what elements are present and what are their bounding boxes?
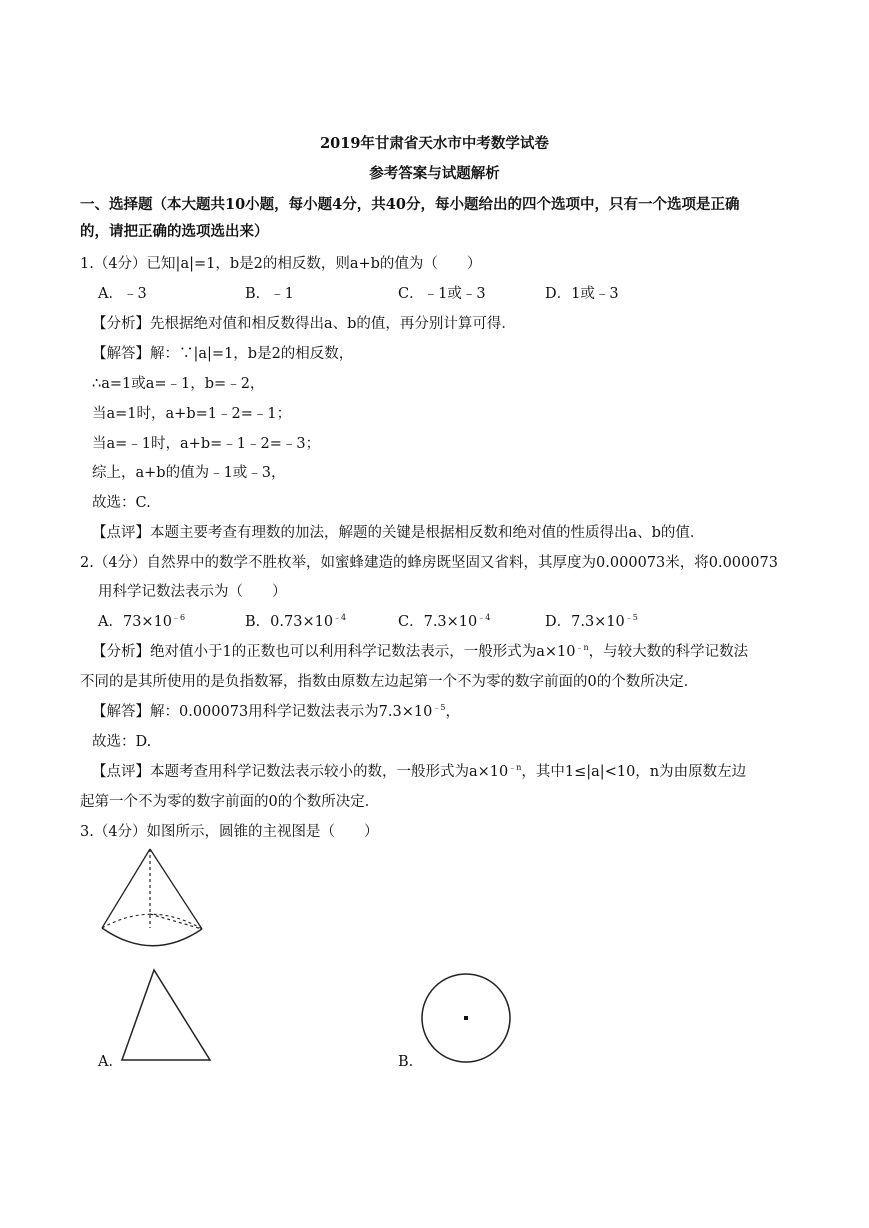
q1-analysis: 【分析】先根据绝对值和相反数得出a、b的值，再分别计算可得． (92, 316, 516, 332)
q1-answer: 故选：C. (92, 495, 151, 511)
q2-option-a: A．$73\times 10^{﹣6}$ (98, 613, 186, 630)
q2-analysis-cont: 不同的是其所使用的是负指数幂，指数由原数左边起第一个不为零的数字前面的0的个数所决定． (80, 674, 699, 690)
q1-comment: 【点评】本题主要考查有理数的加法，解题的关键是根据相反数和绝对值的性质得出a、b的值． (92, 525, 705, 541)
q1-stem: 1.（4分）已知|a|=1，b是2的相反数，则a+b的值为（ ） (80, 256, 482, 272)
triangle-figure (118, 965, 214, 1065)
q1-option-d: D．1或﹣3 (545, 286, 619, 302)
section-heading: 一、选择题（本大题共10小题，每小题4分，共40分，每小题给出的四个选项中，只有一个选项是正确 (80, 196, 740, 213)
page-subtitle: 参考答案与试题解析 (369, 165, 500, 182)
q2-option-c: C．$7.3\times 10^{﹣4}$ (398, 613, 491, 630)
q2-solution: 【解答】解：0.000073用科学记数法表示为$7.3\times 10^{﹣5}$， (92, 703, 460, 720)
page-title: 2019年甘肃省天水市中考数学试卷 (320, 135, 549, 152)
circle-figure (418, 970, 518, 1070)
q2-stem: 2.（4分）自然界中的数学不胜枚举，如蜜蜂建造的蜂房既坚固又省料，其厚度为0.000073米，将0.000073 (80, 555, 778, 571)
q3-option-b-label: B． (398, 1054, 424, 1070)
q2-stem-cont: 用科学记数法表示为（ ） (98, 584, 287, 600)
q1-option-a: A．﹣3 (98, 286, 147, 302)
q1-solution-line: 当a=1时，a+b=1﹣2=﹣1； (92, 406, 292, 422)
q1-solution-line: 综上，a+b的值为﹣1或﹣3， (92, 465, 286, 481)
q3-option-a-label: A． (98, 1054, 123, 1070)
q2-option-b: B．$0.73\times 10^{﹣4}$ (245, 613, 347, 630)
q3-stem: 3.（4分）如图所示，圆锥的主视图是（ ） (80, 824, 379, 840)
q1-solution-line: 当a=﹣1时，a+b=﹣1﹣2=﹣3； (92, 436, 321, 452)
q2-answer: 故选：D. (92, 734, 152, 750)
q2-comment: 【点评】本题考查用科学记数法表示较小的数，一般形式为$a\times 10^{﹣n}$，其中1≤|a|<10，n为由原数左边 (92, 763, 747, 780)
q2-option-d: D．$7.3\times 10^{﹣5}$ (545, 613, 638, 630)
q1-solution-line: 【解答】解：∵|a|=1，b是2的相反数， (92, 346, 354, 362)
q2-comment-cont: 起第一个不为零的数字前面的0的个数所决定． (80, 794, 380, 810)
cone-figure (95, 845, 215, 955)
section-heading-cont: 的，请把正确的选项选出来） (80, 223, 269, 240)
q1-option-b: B．﹣1 (245, 286, 294, 302)
q1-solution-line: ∴a=1或a=﹣1，b=﹣2， (92, 376, 265, 392)
q1-option-c: C．﹣1或﹣3 (398, 286, 486, 302)
q2-analysis: 【分析】绝对值小于1的正数也可以利用科学记数法表示，一般形式为$a\times 10^{﹣n}$，与较大数的科学记数法 (92, 643, 749, 660)
